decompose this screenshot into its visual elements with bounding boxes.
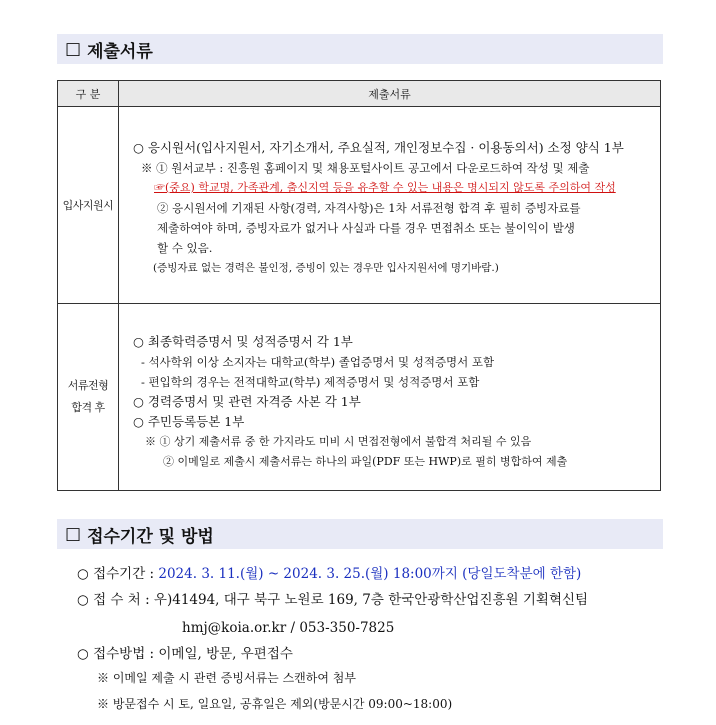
note-item: (증빙자료 없는 경력은 불인정, 증빙이 있는 경우만 입사지원서에 명기바람.) [153, 262, 499, 274]
note-item: ※ ① 상기 제출서류 중 한 가지라도 미비 시 면접전형에서 불합격 처리될 수 있음 [145, 435, 532, 448]
email-text: hmj@koia.or.kr [182, 620, 287, 636]
field-label: ○ 접 수 처 : [77, 592, 154, 608]
field-value: 우)41494, 대구 북구 노원로 169, 7층 한국안광학산업진흥원 기획혁신팀 [153, 592, 589, 608]
section-header-documents [57, 34, 663, 64]
row-content [119, 304, 661, 491]
list-item: - 석사학위 이상 소지자는 대학교(학부) 졸업증명서 및 성적증명서 포함 [141, 355, 495, 369]
field-label: ○ 접수방법 : [77, 646, 159, 662]
note-item: 제출하여야 하며, 증빙자료가 없거나 사실과 다를 경우 면접취소 또는 불이익이 발생 [157, 221, 575, 235]
category-line: 서류전형 [67, 379, 109, 392]
list-item: ○ 경력증명서 및 관련 자격증 사본 각 1부 [133, 394, 361, 409]
note-item: ② 이메일로 제출시 제출서류는 하나의 파일(PDF 또는 HWP)로 필히 병합하여 제출 [163, 455, 568, 468]
warning-note: ☞(중요) 학교명, 가족관계, 출신지역 등을 유추할 수 있는 내용은 명시되지 않도록 주의하여 작성 [154, 181, 616, 194]
checkbox-icon: □ [65, 39, 82, 59]
table-row [58, 107, 661, 304]
reception-contact [182, 618, 394, 638]
field-value: 이메일, 방문, 우편접수 [158, 646, 293, 662]
table-row [58, 304, 661, 491]
section-title: 접수기간 및 방법 [87, 526, 214, 547]
row-category: 입사지원시 [58, 107, 119, 304]
list-item: - 편입학의 경우는 전적대학교(학부) 제적증명서 및 성적증명서 포함 [141, 375, 480, 389]
list-item: ○ 최종학력증명서 및 성적증명서 각 1부 [133, 334, 353, 349]
category-line: 합격 후 [71, 401, 105, 414]
section-title: 제출서류 [87, 41, 153, 62]
note-item: 할 수 있음. [157, 241, 213, 255]
header-category: 구 분 [58, 81, 119, 107]
field-label: ○ 접수기간 : [77, 566, 159, 582]
documents-table [57, 80, 661, 491]
reception-place [77, 590, 588, 610]
note-item: ※ 이메일 제출 시 관련 증빙서류는 스캔하여 첨부 [97, 671, 356, 685]
reception-period [77, 564, 581, 584]
separator: / [286, 620, 300, 636]
checkbox-icon: □ [65, 524, 82, 544]
section-header-reception [57, 519, 663, 549]
reception-method [77, 644, 293, 664]
table-header-row [58, 81, 661, 107]
field-value: 2024. 3. 11.(월) ~ 2024. 3. 25.(월) 18:00까지 (당일도착분에 한함) [158, 566, 582, 582]
note-item: ※ ① 원서교부 : 진흥원 홈페이지 및 채용포털사이트 공고에서 다운로드하여 작성 및 제출 [141, 161, 590, 175]
note-item: ※ 방문접수 시 토, 일요일, 공휴일은 제외(방문시간 09:00~18:00) [97, 697, 453, 711]
header-docs: 제출서류 [119, 81, 661, 107]
list-item: ○ 응시원서(입사지원서, 자기소개서, 주요실적, 개인정보수집 · 이용동의서) 소정 양식 1부 [133, 140, 624, 155]
row-content [119, 107, 661, 304]
row-category [58, 304, 119, 491]
phone-text: 053-350-7825 [299, 620, 395, 636]
note-item: ② 응시원서에 기재된 사항(경력, 자격사항)은 1차 서류전형 합격 후 필히 증빙자료를 [157, 201, 581, 215]
list-item: ○ 주민등록등본 1부 [133, 414, 245, 429]
